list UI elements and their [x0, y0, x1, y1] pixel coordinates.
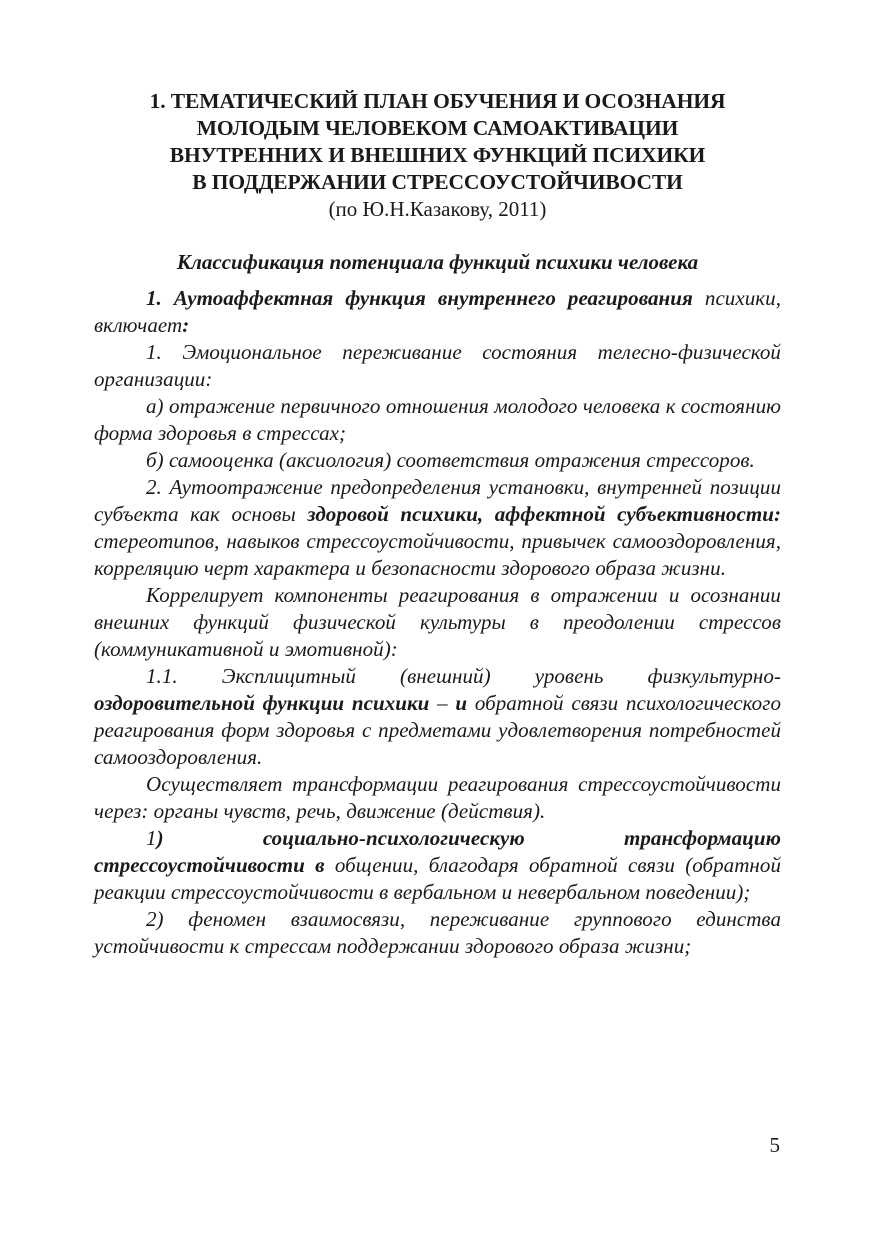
paragraph-9-text-1: 1	[146, 826, 157, 850]
title-line-3: ВНУТРЕННИХ И ВНЕШНИХ ФУНКЦИЙ ПСИХИКИ	[169, 143, 706, 167]
paragraph-1-bold: 1. Аутоаффектная функция внутреннего реагирования	[146, 286, 693, 310]
paragraph-7-text-1: 1.1. Эксплицитный (внешний) уровень физкультурно-	[146, 664, 781, 688]
paragraph-8: Осуществляет трансформации реагирования стрессоустойчивости через: органы чувств, речь, движение (действия).	[94, 772, 781, 823]
paragraph-7-bold-2: и	[455, 691, 468, 715]
paragraph-9-text-2: общении, благодаря обратной связи (обратной реакции стрессоустойчивости в вербальном и невербальном поведении);	[94, 853, 782, 904]
page-title	[90, 88, 785, 196]
paragraph-5-text-1: 2. Аутоотражение предопределения установки, внутренней позиции субъекта как основы	[94, 475, 781, 526]
section-heading: Классификация потенциала функций психики человека	[176, 250, 699, 274]
title-line-2: МОЛОДЫМ ЧЕЛОВЕКОМ САМОАКТИВАЦИИ	[196, 116, 679, 140]
page-number: 5	[769, 1133, 780, 1157]
paragraph-1-text: психики, включает	[94, 286, 782, 337]
document-body	[94, 249, 781, 960]
paragraph-7	[94, 663, 781, 771]
paragraph-1-colon: :	[182, 313, 190, 337]
paragraph-7-bold: оздоровительной функции психики	[94, 691, 430, 715]
paragraph-5	[94, 474, 781, 582]
paragraph-10: 2) феномен взаимосвязи, переживание группового единства устойчивости к стрессам поддержании здорового образа жизни;	[94, 907, 781, 958]
paragraph-1	[94, 285, 781, 339]
paragraph-5-bold: здоровой психики, аффектной субъективности:	[307, 502, 781, 526]
paragraph-6: Коррелирует компоненты реагирования в отражении и осознании внешних функций физической культуры в преодолении стрессов (коммуникативной и эмотивной):	[94, 583, 781, 661]
paragraph-4: б) самооценка (аксиология) соответствия отражения стрессоров.	[146, 448, 755, 472]
paragraph-2: 1. Эмоциональное переживание состояния телесно-физической организации:	[94, 340, 781, 391]
paragraph-9	[94, 825, 781, 906]
page-subtitle: (по Ю.Н.Казакову, 2011)	[328, 197, 547, 221]
paragraph-7-text-3: обратной связи психологического реагирования форм здоровья с предметами удовлетворения потребностей самооздоровления.	[94, 691, 781, 769]
title-line-1: 1. ТЕМАТИЧЕСКИЙ ПЛАН ОБУЧЕНИЯ И ОСОЗНАНИЯ	[149, 89, 726, 113]
title-line-4: В ПОДДЕРЖАНИИ СТРЕССОУСТОЙЧИВОСТИ	[192, 170, 683, 194]
paragraph-3: а) отражение первичного отношения молодого человека к состоянию форма здоровья в стрессах;	[94, 394, 781, 445]
paragraph-9-bold: ) социально-психологическую трансформацию стрессоустойчивости в	[94, 826, 781, 877]
paragraph-7-text-2: –	[429, 691, 456, 715]
paragraph-5-text-2: стереотипов, навыков стрессоустойчивости, привычек самооздоровления, корреляцию черт характера и безопасности здорового образа жизни.	[94, 529, 781, 580]
